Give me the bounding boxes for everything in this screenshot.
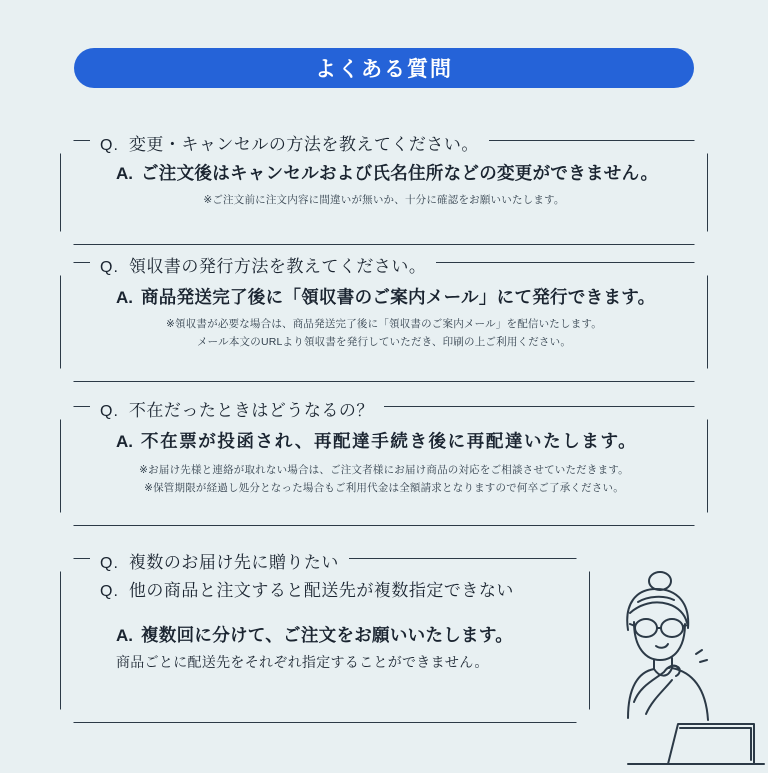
page-title-banner (74, 48, 694, 88)
faq-answer-row (116, 160, 658, 185)
question-marker: Q. (100, 555, 119, 572)
answer-marker: A. (116, 288, 133, 307)
answer-marker: A. (116, 626, 133, 645)
answer-text: 商品発送完了後に「領収書のご案内メール」にて発行できます。 (141, 287, 656, 307)
faq-subtext: 商品ごとに配送先をそれぞれ指定することができません。 (116, 654, 489, 670)
answer-marker: A. (116, 164, 133, 183)
faq-question-row (90, 252, 436, 277)
faq-question-row (90, 130, 489, 155)
question-text: 他の商品と注文すると配送先が複数指定できない (128, 581, 514, 600)
page-title: よくある質問 (315, 58, 453, 81)
faq-note: ※ご注文前に注文内容に間違いが無いか、十分に確認をお願いいたします。 (203, 194, 565, 206)
faq-question-row (90, 396, 384, 421)
answer-text: 不在票が投函され、再配達手続き後に再配達いたします。 (141, 431, 638, 451)
faq-note: メール本文のURLより領収書を発行していただき、印刷の上ご利用ください。 (196, 336, 572, 348)
faq-note: ※保管期限が経過し処分となった場合もご利用代金は全額請求となりますので何卒ご了承ください。 (144, 482, 624, 494)
question-text: 領収書の発行方法を教えてください。 (128, 257, 427, 276)
faq-question-row (90, 548, 349, 573)
question-marker: Q. (100, 259, 119, 276)
question-text: 変更・キャンセルの方法を教えてください。 (128, 135, 479, 154)
faq-answer-row (116, 622, 513, 647)
woman-with-laptop-illustration (568, 568, 768, 768)
question-marker: Q. (100, 403, 119, 420)
question-marker: Q. (100, 583, 119, 600)
faq-answer-row (116, 428, 637, 453)
faq-answer-row (116, 284, 655, 309)
question-text: 複数のお届け先に贈りたい (128, 553, 339, 572)
faq-question-row (90, 576, 524, 601)
faq-note: ※お届け先様と連絡が取れない場合は、ご注文者様にお届け商品の対応をご相談させていただきます。 (139, 464, 629, 476)
question-text: 不在だったときはどうなるの？ (128, 401, 374, 420)
answer-text: ご注文後はキャンセルおよび氏名住所などの変更ができません。 (141, 163, 659, 183)
answer-marker: A. (116, 432, 133, 451)
faq-note: ※領収書が必要な場合は、商品発送完了後に「領収書のご案内メール」を配信いたします。 (166, 318, 602, 330)
answer-text: 複数回に分けて、ご注文をお願いいたします。 (141, 625, 514, 645)
question-marker: Q. (100, 137, 119, 154)
